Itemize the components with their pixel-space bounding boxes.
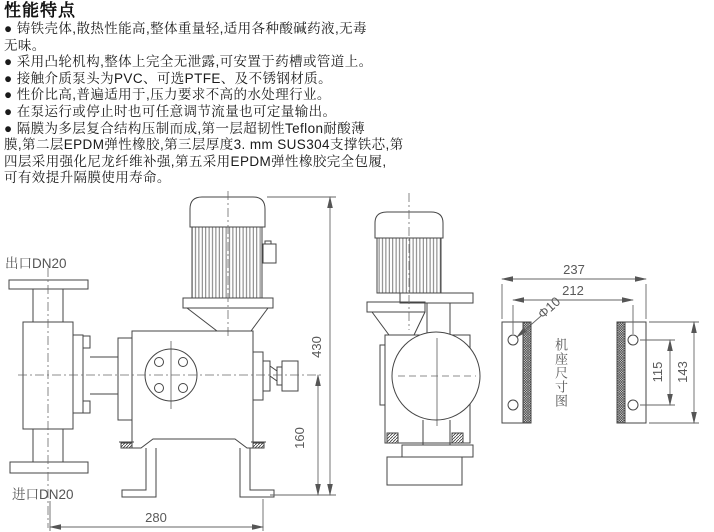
base-plan-dimensions [502,262,699,423]
base-width-dim-label: 280 [145,510,167,525]
stroke-adjuster [253,352,298,400]
feature-line: ● 在泵运行或停止时也可任意调节流量也可定量输出。 [4,103,337,119]
pump-body-front [118,331,253,448]
hole-spacing-v-dim-label: 115 [650,361,665,383]
feature-line: ● 铸铁壳体,散热性能高,整体重量轻,适用各种酸碱药液,无毒 [4,21,367,36]
motor-front [183,197,276,331]
feature-line: ● 采用凸轮机构,整体上完全无泄露,可安置于药槽或管道上。 [4,54,373,70]
side-view [367,193,480,485]
feature-line: ● 性价比高,普遍适用于,压力要求不高的水处理行业。 [4,87,331,103]
left-mounting-plate [502,322,531,423]
features-section [4,1,404,187]
front-view [5,191,336,531]
feature-line: 四层采用强化尼龙纤维补强,第五采用EPDM弹性橡胶完全包履, [4,153,387,169]
base-plan-title: 机座尺寸图 [553,338,568,408]
feature-list [4,21,404,187]
hole-diameter-label: Φ10 [534,293,564,322]
outer-width-dim-label: 237 [563,262,585,277]
mounting-feet-front [119,442,274,497]
base-mounting-plan [502,262,699,423]
suction-discharge-piping [9,280,118,473]
plate-height-dim-label: 143 [675,361,690,383]
right-mounting-plate [617,322,646,423]
center-height-dim-label: 160 [292,427,307,449]
pump-technical-drawing [0,190,714,532]
total-height-dim-label: 430 [309,336,324,358]
feature-line: ● 接触介质泵头为PVC、可选PTFE、及不锈钢材质。 [4,70,332,86]
hole-spacing-h-dim-label: 212 [562,283,584,298]
motor-side [367,212,473,335]
pump-housing-side [380,332,480,443]
feature-line: 膜,第二层EPDM弹性橡胶,第三层厚度3. mm SUS304支撑铁芯,第 [4,137,404,153]
inlet-label: 进口DN20 [12,487,74,502]
outlet-label: 出口DN20 [5,256,67,271]
feature-line: 可有效提升隔膜使用寿命。 [4,170,171,186]
motor-junction-box [263,244,276,263]
feature-line: 无味。 [4,37,46,53]
pedestal-side [387,420,473,485]
feature-line: ● 隔膜为多层复合结构压制而成,第一层超韧性Teflon耐酸薄 [4,120,366,136]
section-title: 性能特点 [4,1,76,20]
